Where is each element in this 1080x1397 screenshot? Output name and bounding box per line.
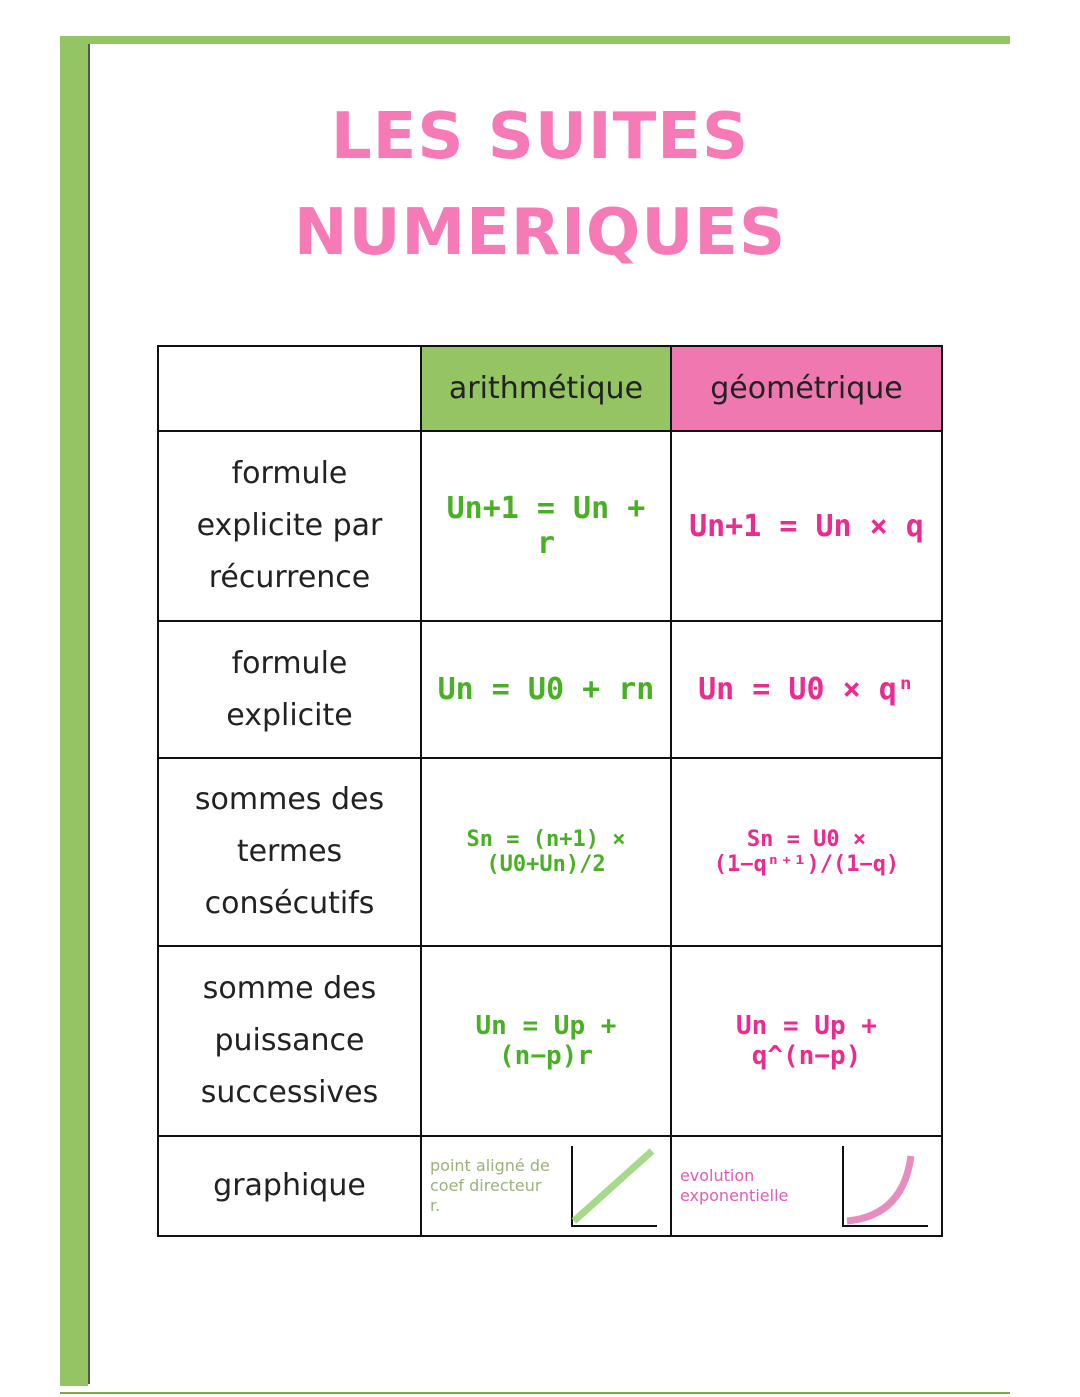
header-geometrique: géométrique [671,346,942,431]
row-label: formule explicite [158,621,421,758]
geo-formula: Un = U0 × qⁿ [671,621,942,758]
arith-formula: Sn = (n+1) × (U0+Un)/2 [421,758,671,946]
title-line-1: LES SUITES [330,100,750,174]
geo-formula: Un = Up + q^(n−p) [671,946,942,1136]
exponential-graph-icon [833,1141,933,1231]
geo-graph-cell [671,1136,942,1236]
arith-formula: Un = U0 + rn [421,621,671,758]
arith-formula: Un+1 = Un + r [421,431,671,621]
row-label: somme des puissance successives [158,946,421,1136]
arith-formula: Un = Up + (n−p)r [421,946,671,1136]
title-line-2: NUMERIQUES [293,196,787,270]
row-label: formule explicite par récurrence [158,431,421,621]
geo-formula: Sn = U0 × (1−qⁿ⁺¹)/(1−q) [671,758,942,946]
header-arithmetique: arithmétique [421,346,671,431]
arith-graph-note: point aligné de coef directeur r. [430,1156,550,1215]
geo-formula: Un+1 = Un × q [671,431,942,621]
linear-graph-icon [562,1141,662,1231]
header-empty [158,346,421,431]
comparison-table [157,345,943,1237]
geo-graph-note: evolution exponentielle [679,1166,789,1205]
row-label: graphique [158,1136,421,1236]
row-label: sommes des termes consécutifs [158,758,421,946]
arith-graph-cell [421,1136,671,1236]
